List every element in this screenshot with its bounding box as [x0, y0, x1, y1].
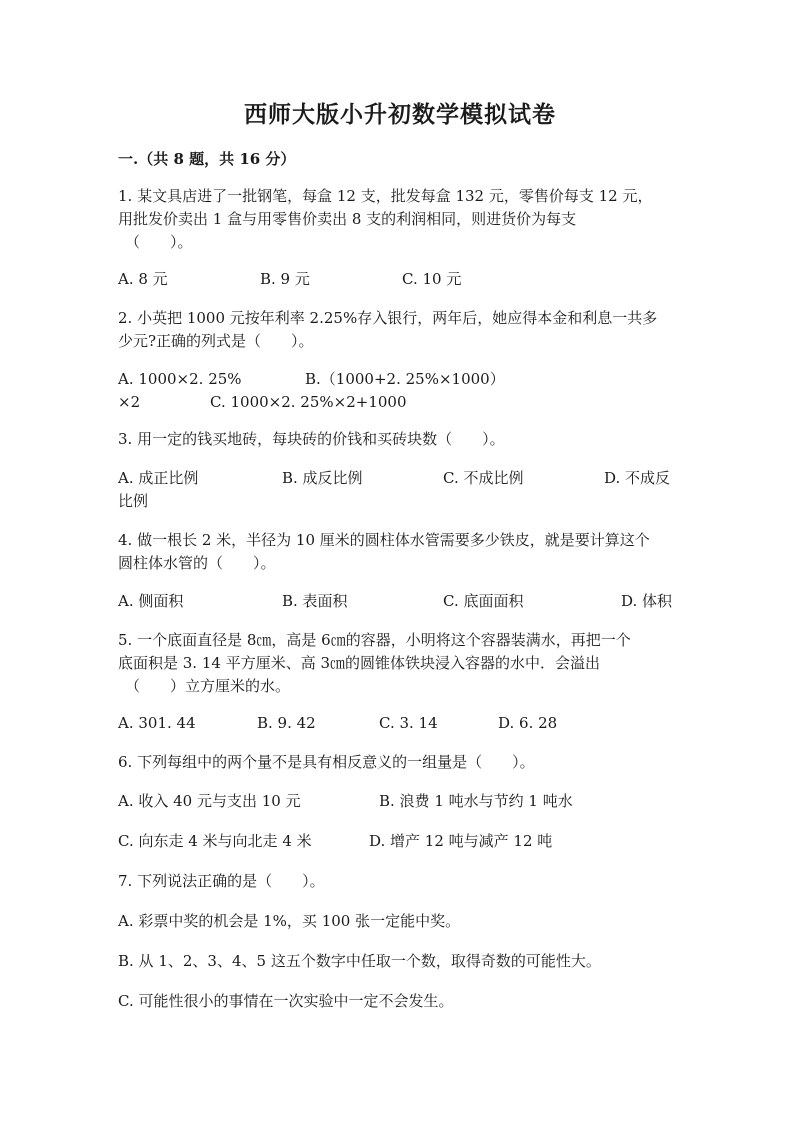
question-5-line-2: 底面积是 3. 14 平方厘米、高 3㎝的圆锥体铁块浸入容器的水中．会溢出: [118, 654, 601, 672]
question-6-line-1: 6. 下列每组中的两个量不是具有相反意义的一组量是（ ）。: [118, 753, 535, 771]
page-title: 西师大版小升初数学模拟试卷: [244, 101, 556, 128]
question-2-option-b[interactable]: B.（1000+2. 25%×1000）: [305, 370, 505, 388]
question-2-line-1: 2. 小英把 1000 元按年利率 2.25%存入银行，两年后，她应得本金和利息一共多: [118, 309, 658, 327]
question-3-option-b[interactable]: B. 成反比例: [282, 469, 363, 487]
question-3-option-d-cont: 比例: [118, 492, 149, 510]
question-5-option-b[interactable]: B. 9. 42: [257, 714, 316, 732]
question-4-option-d[interactable]: D. 体积: [621, 592, 673, 610]
question-4-option-a[interactable]: A. 侧面积: [118, 592, 184, 610]
question-4-line-2: 圆柱体水管的（ ）。: [118, 554, 276, 572]
question-6-option-a[interactable]: A. 收入 40 元与支出 10 元: [118, 792, 301, 810]
question-2-line-2: 少元?正确的列式是（ ）。: [118, 332, 314, 350]
question-7-line-1: 7. 下列说法正确的是（ ）。: [118, 872, 325, 890]
question-6-option-b[interactable]: B. 浪费 1 吨水与节约 1 吨水: [379, 792, 573, 810]
question-1-line-2: 用批发价卖出 1 盒与用零售价卖出 8 支的利润相同，则进货价为每支: [118, 210, 577, 228]
question-5-option-d[interactable]: D. 6. 28: [498, 714, 558, 732]
question-4-line-1: 4. 做一根长 2 米，半径为 10 厘米的圆柱体水管需要多少铁皮，就是要计算这个: [118, 531, 650, 549]
question-7-option-c[interactable]: C. 可能性很小的事情在一次实验中一定不会发生。: [118, 992, 454, 1010]
question-3-option-d[interactable]: D. 不成反: [604, 469, 671, 487]
question-2-option-b-cont: ×2: [118, 393, 141, 411]
question-5-line-1: 5. 一个底面直径是 8㎝，高是 6㎝的容器，小明将这个容器装满水，再把一个: [118, 631, 631, 649]
question-5-option-c[interactable]: C. 3. 14: [379, 714, 438, 732]
question-7-option-a[interactable]: A. 彩票中奖的机会是 1%，买 100 张一定能中奖。: [118, 912, 461, 930]
question-3-option-a[interactable]: A. 成正比例: [118, 469, 199, 487]
question-1-line-1: 1. 某文具店进了一批钢笔，每盒 12 支，批发每盒 132 元，零售价每支 12 元，: [118, 187, 653, 205]
question-5-option-a[interactable]: A. 301. 44: [118, 714, 196, 732]
question-4-option-c[interactable]: C. 底面面积: [443, 592, 524, 610]
question-4-option-b[interactable]: B. 表面积: [282, 592, 348, 610]
question-1-line-3: （ ）。: [125, 233, 193, 251]
question-1-option-b[interactable]: B. 9 元: [260, 270, 310, 288]
section-heading: 一.（共 8 题，共 16 分）: [118, 150, 296, 168]
question-3-option-c[interactable]: C. 不成比例: [443, 469, 524, 487]
question-5-line-3: （ ）立方厘米的水。: [125, 677, 291, 695]
question-6-option-d[interactable]: D. 增产 12 吨与减产 12 吨: [369, 832, 553, 850]
question-6-option-c[interactable]: C. 向东走 4 米与向北走 4 米: [118, 832, 312, 850]
question-3-line-1: 3. 用一定的钱买地砖，每块砖的价钱和买砖块数（ ）。: [118, 430, 505, 448]
question-2-option-a[interactable]: A. 1000×2. 25%: [118, 370, 242, 388]
question-7-option-b[interactable]: B. 从 1、2、3、4、5 这五个数字中任取一个数，取得奇数的可能性大。: [118, 952, 601, 970]
question-1-option-c[interactable]: C. 10 元: [402, 270, 462, 288]
question-2-option-c[interactable]: C. 1000×2. 25%×2+1000: [210, 393, 407, 411]
question-1-option-a[interactable]: A. 8 元: [118, 270, 168, 288]
